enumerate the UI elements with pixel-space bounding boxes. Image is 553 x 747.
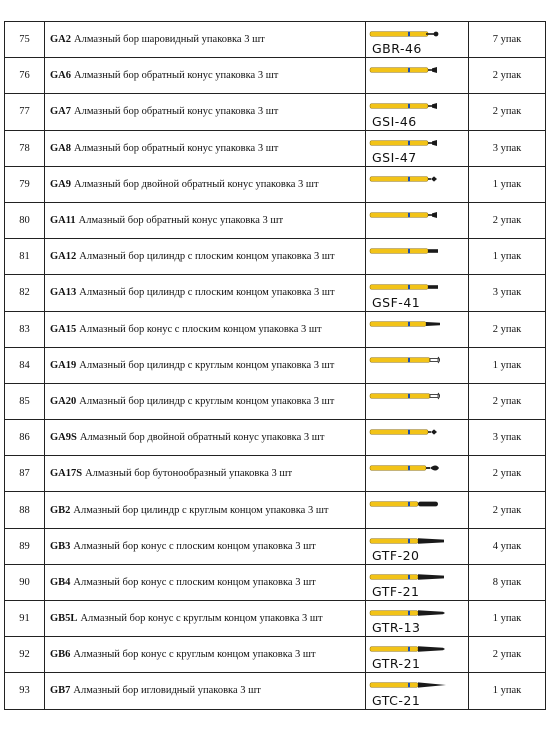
row-description bbox=[45, 528, 366, 564]
row-quantity: 2 упак bbox=[469, 383, 546, 419]
row-quantity: 4 упак bbox=[469, 528, 546, 564]
row-number: 84 bbox=[5, 347, 45, 383]
table-row bbox=[5, 58, 546, 94]
bur-label: GSI-46 bbox=[372, 113, 417, 129]
row-description bbox=[45, 673, 366, 709]
product-code: GB2 bbox=[50, 504, 71, 516]
bur-image bbox=[366, 312, 469, 336]
product-name: Алмазный бор игловидный упаковка 3 шт bbox=[73, 685, 261, 697]
product-code: GA8 bbox=[50, 142, 71, 154]
bur-label: GTF-20 bbox=[372, 547, 420, 563]
table-row bbox=[5, 94, 546, 130]
row-number: 78 bbox=[5, 130, 45, 166]
row-quantity: 7 упак bbox=[469, 22, 546, 58]
bur-image bbox=[366, 420, 469, 444]
row-number: 88 bbox=[5, 492, 45, 528]
row-quantity: 1 упак bbox=[469, 166, 546, 202]
product-code: GA11 bbox=[50, 215, 76, 227]
row-quantity: 2 упак bbox=[469, 94, 546, 130]
table-row bbox=[5, 166, 546, 202]
row-image-cell bbox=[366, 601, 469, 637]
product-name: Алмазный бор цилиндр с плоским концом упаковка 3 шт bbox=[79, 287, 335, 299]
row-image-cell bbox=[366, 383, 469, 419]
row-number: 92 bbox=[5, 637, 45, 673]
product-name: Алмазный бор конус с круглым концом упаковка 3 шт bbox=[73, 649, 316, 661]
row-number: 87 bbox=[5, 456, 45, 492]
product-name: Алмазный бор обратный конус упаковка 3 шт bbox=[78, 215, 284, 227]
bur-image bbox=[366, 348, 469, 372]
row-description bbox=[45, 492, 366, 528]
row-description bbox=[45, 202, 366, 238]
row-description bbox=[45, 601, 366, 637]
row-number: 75 bbox=[5, 22, 45, 58]
bur-label: GSF-41 bbox=[372, 294, 421, 310]
product-name: Алмазный бор шаровидный упаковка 3 шт bbox=[74, 34, 265, 46]
product-name: Алмазный бор цилиндр с плоским концом упаковка 3 шт bbox=[79, 251, 335, 263]
bur-label: GBR-46 bbox=[372, 41, 422, 57]
product-code: GA17S bbox=[50, 468, 83, 480]
row-image-cell bbox=[366, 275, 469, 311]
product-code: GA19 bbox=[50, 359, 77, 371]
product-code: GB7 bbox=[50, 685, 71, 697]
product-table-body bbox=[5, 22, 546, 710]
product-code: GB4 bbox=[50, 576, 71, 588]
bur-image bbox=[366, 492, 469, 516]
bur-image bbox=[366, 456, 469, 480]
row-description bbox=[45, 94, 366, 130]
table-row bbox=[5, 22, 546, 58]
row-image-cell bbox=[366, 22, 469, 58]
product-name: Алмазный бор обратный конус упаковка 3 шт bbox=[74, 106, 279, 118]
row-number: 82 bbox=[5, 275, 45, 311]
product-name: Алмазный бор двойной обратный конус упаковка 3 шт bbox=[74, 178, 319, 190]
row-image-cell bbox=[366, 637, 469, 673]
row-number: 90 bbox=[5, 564, 45, 600]
product-name: Алмазный бор конус с круглым концом упаковка 3 шт bbox=[80, 613, 323, 625]
row-description bbox=[45, 22, 366, 58]
row-number: 89 bbox=[5, 528, 45, 564]
row-number: 81 bbox=[5, 239, 45, 275]
product-name: Алмазный бор обратный конус упаковка 3 шт bbox=[74, 142, 279, 154]
row-quantity: 2 упак bbox=[469, 456, 546, 492]
row-number: 93 bbox=[5, 673, 45, 709]
table-row bbox=[5, 528, 546, 564]
row-image-cell bbox=[366, 239, 469, 275]
row-image-cell bbox=[366, 420, 469, 456]
bur-image bbox=[366, 167, 469, 191]
row-number: 86 bbox=[5, 420, 45, 456]
product-name: Алмазный бор обратный конус упаковка 3 шт bbox=[74, 70, 279, 82]
table-row bbox=[5, 637, 546, 673]
row-image-cell bbox=[366, 528, 469, 564]
row-number: 77 bbox=[5, 94, 45, 130]
row-image-cell bbox=[366, 94, 469, 130]
product-code: GA2 bbox=[50, 34, 71, 46]
row-image-cell bbox=[366, 311, 469, 347]
table-row bbox=[5, 456, 546, 492]
table-row bbox=[5, 492, 546, 528]
row-description bbox=[45, 383, 366, 419]
product-name: Алмазный бор бутонообразный упаковка 3 шт bbox=[85, 468, 293, 480]
row-number: 83 bbox=[5, 311, 45, 347]
row-number: 76 bbox=[5, 58, 45, 94]
table-row bbox=[5, 239, 546, 275]
row-image-cell bbox=[366, 130, 469, 166]
row-quantity: 1 упак bbox=[469, 673, 546, 709]
product-table bbox=[4, 21, 546, 710]
row-number: 80 bbox=[5, 202, 45, 238]
bur-label: GTR-13 bbox=[372, 620, 421, 636]
bur-image bbox=[366, 384, 469, 408]
row-image-cell bbox=[366, 202, 469, 238]
row-number: 79 bbox=[5, 166, 45, 202]
product-code: GA9 bbox=[50, 178, 71, 190]
row-quantity: 8 упак bbox=[469, 564, 546, 600]
row-image-cell bbox=[366, 673, 469, 709]
table-row bbox=[5, 420, 546, 456]
row-quantity: 2 упак bbox=[469, 202, 546, 238]
bur-label: GTC-21 bbox=[372, 692, 421, 708]
bur-label: GTR-21 bbox=[372, 656, 421, 672]
product-code: GB6 bbox=[50, 649, 71, 661]
product-name: Алмазный бор конус с плоским концом упаковка 3 шт bbox=[73, 540, 316, 552]
row-quantity: 2 упак bbox=[469, 637, 546, 673]
row-quantity: 3 упак bbox=[469, 130, 546, 166]
row-description bbox=[45, 637, 366, 673]
row-description bbox=[45, 166, 366, 202]
row-number: 85 bbox=[5, 383, 45, 419]
product-name: Алмазный бор цилиндр с круглым концом упаковка 3 шт bbox=[73, 504, 329, 516]
product-name: Алмазный бор двойной обратный конус упаковка 3 шт bbox=[79, 432, 325, 444]
product-name: Алмазный бор конус с плоским концом упаковка 3 шт bbox=[79, 323, 322, 335]
bur-label: GSI-47 bbox=[372, 149, 417, 165]
row-description bbox=[45, 456, 366, 492]
row-quantity: 2 упак bbox=[469, 58, 546, 94]
row-quantity: 2 упак bbox=[469, 311, 546, 347]
row-image-cell bbox=[366, 564, 469, 600]
row-quantity: 3 упак bbox=[469, 420, 546, 456]
row-quantity: 2 упак bbox=[469, 492, 546, 528]
table-row bbox=[5, 202, 546, 238]
product-name: Алмазный бор цилиндр с круглым концом упаковка 3 шт bbox=[79, 359, 335, 371]
product-name: Алмазный бор цилиндр с круглым концом упаковка 3 шт bbox=[79, 395, 335, 407]
product-code: GA9S bbox=[50, 432, 77, 444]
row-description bbox=[45, 347, 366, 383]
row-image-cell bbox=[366, 347, 469, 383]
table-row bbox=[5, 564, 546, 600]
row-number: 91 bbox=[5, 601, 45, 637]
product-code: GA15 bbox=[50, 323, 77, 335]
product-code: GA12 bbox=[50, 251, 77, 263]
row-image-cell bbox=[366, 166, 469, 202]
row-image-cell bbox=[366, 492, 469, 528]
bur-image bbox=[366, 58, 469, 82]
product-code: GB5L bbox=[50, 613, 78, 625]
row-quantity: 1 упак bbox=[469, 601, 546, 637]
bur-image bbox=[366, 239, 469, 263]
table-row bbox=[5, 383, 546, 419]
table-row bbox=[5, 601, 546, 637]
bur-image bbox=[366, 203, 469, 227]
table-row bbox=[5, 347, 546, 383]
row-description bbox=[45, 311, 366, 347]
table-row bbox=[5, 275, 546, 311]
row-description bbox=[45, 275, 366, 311]
product-name: Алмазный бор конус с плоским концом упаковка 3 шт bbox=[73, 576, 316, 588]
product-code: GA6 bbox=[50, 70, 71, 82]
row-image-cell bbox=[366, 58, 469, 94]
table-row bbox=[5, 311, 546, 347]
row-quantity: 1 упак bbox=[469, 347, 546, 383]
row-description bbox=[45, 239, 366, 275]
product-code: GA7 bbox=[50, 106, 71, 118]
table-row bbox=[5, 673, 546, 709]
row-image-cell bbox=[366, 456, 469, 492]
table-row bbox=[5, 130, 546, 166]
row-quantity: 3 упак bbox=[469, 275, 546, 311]
bur-label: GTF-21 bbox=[372, 584, 420, 599]
row-quantity: 1 упак bbox=[469, 239, 546, 275]
row-description bbox=[45, 564, 366, 600]
product-code: GA13 bbox=[50, 287, 77, 299]
product-code: GA20 bbox=[50, 395, 77, 407]
product-code: GB3 bbox=[50, 540, 71, 552]
row-description bbox=[45, 420, 366, 456]
row-description bbox=[45, 130, 366, 166]
row-description bbox=[45, 58, 366, 94]
